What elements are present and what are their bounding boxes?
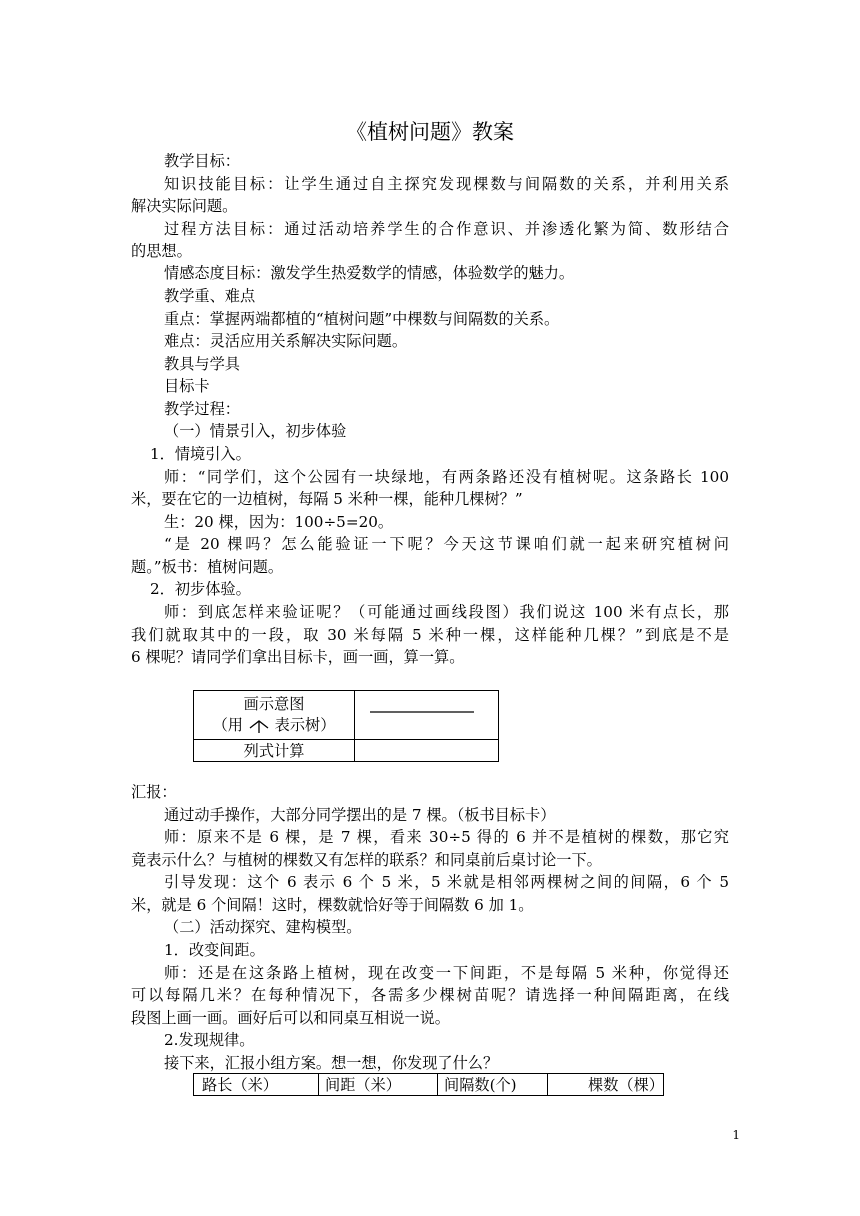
diagram-hint-post: 表示树） — [274, 716, 336, 734]
paragraph-line: 2.发现规律。 — [164, 1031, 255, 1049]
paragraph-line: 知识技能目标：让学生通过自主探究发现棵数与间隔数的关系，并利用关系 — [164, 175, 729, 193]
paragraph-line: 教学目标： — [164, 152, 240, 170]
paragraph-line: 米，要在它的一边植树，每隔 5 米种一棵，能种几棵树？” — [131, 490, 523, 508]
paragraph-line: 的思想。 — [131, 242, 192, 260]
paragraph-line: 师：到底怎样来验证呢？（可能通过画线段图）我们说这 100 米有点长，那 — [164, 603, 729, 621]
calculation-label: 列式计算 — [194, 740, 355, 762]
header-spacing: 间距（米） — [319, 1074, 438, 1096]
paragraph-line: 米，就是 6 个间隔！这时，棵数就恰好等于间隔数 6 加 1。 — [131, 896, 534, 914]
diagram-hint-pre: （用 — [212, 716, 243, 734]
section-heading: （二）活动探究、建构模型。 — [164, 918, 362, 936]
document-title: 《植树问题》教案 — [346, 120, 514, 144]
paragraph-line: 教学重、难点 — [164, 287, 256, 305]
page-number: 1 — [732, 1128, 740, 1142]
diagram-drawing-cell — [355, 691, 499, 740]
paragraph-line: 引导发现：这个 6 表示 6 个 5 米，5 米就是相邻两棵树之间的间隔，6 个 5 — [164, 873, 729, 891]
paragraph-line: 汇报： — [131, 783, 177, 801]
section-heading: （一）情景引入，初步体验 — [164, 422, 347, 440]
paragraph-line: 可以每隔几米？在每种情况下，各需多少棵树苗呢？请选择一种间隔距离，在线 — [131, 986, 729, 1004]
paragraph-line: 过程方法目标：通过活动培养学生的合作意识、并渗透化繁为简、数形结合 — [164, 220, 729, 238]
paragraph-line: 竟表示什么？与植树的棵数又有怎样的联系？和同桌前后桌讨论一下。 — [131, 851, 602, 869]
paragraph-line: 教具与学具 — [164, 355, 240, 373]
paragraph-line: 师：原来不是 6 棵，是 7 棵，看来 30÷5 得的 6 并不是植树的棵数，那它究 — [164, 828, 729, 846]
diagram-hint — [194, 715, 354, 736]
paragraph-line: “是 20 棵吗？怎么能验证一下呢？今天这节课咱们就一起来研究植树问 — [164, 535, 729, 553]
paragraph-line: 教学过程： — [164, 400, 240, 418]
paragraph-line: 段图上画一画。画好后可以和同桌互相说一说。 — [131, 1009, 450, 1027]
pattern-table — [193, 1073, 664, 1096]
paragraph-line: 师：“同学们，这个公园有一块绿地，有两条路还没有植树呢。这条路长 100 — [164, 468, 729, 486]
paragraph-line: 师：还是在这条路上植树，现在改变一下间距，不是每隔 5 米种，你觉得还 — [164, 964, 729, 982]
header-interval-count: 间隔数(个) — [438, 1074, 548, 1096]
paragraph-line: 1．情境引入。 — [150, 445, 251, 463]
line-segment — [355, 691, 498, 735]
calculation-cell — [355, 740, 499, 762]
paragraph-line: 重点：掌握两端都植的“植树问题”中棵数与间隔数的关系。 — [164, 310, 560, 328]
paragraph-line: 生：20 棵，因为：100÷5=20。 — [164, 513, 394, 531]
paragraph-line: 目标卡 — [164, 377, 210, 395]
diagram-label-cell — [194, 691, 355, 740]
paragraph-line: 解决实际问题。 — [131, 197, 238, 215]
target-card-table — [193, 690, 499, 762]
paragraph-line: 我们就取其中的一段，取 30 米每隔 5 米种一棵，这样能种几棵？”到底是不是 — [131, 626, 729, 644]
paragraph-line: 1．改变间距。 — [164, 941, 265, 959]
paragraph-line: 2．初步体验。 — [150, 580, 251, 598]
paragraph-line: 接下来，汇报小组方案。想一想，你发现了什么？ — [164, 1054, 499, 1072]
header-road-length: 路长（米） — [194, 1074, 319, 1096]
header-tree-count: 棵数（棵） — [548, 1074, 664, 1096]
paragraph-line: 难点：灵活应用关系解决实际问题。 — [164, 332, 407, 350]
paragraph-line: 6 棵呢？请同学们拿出目标卡，画一画，算一算。 — [131, 648, 465, 666]
paragraph-line: 题。”板书：植树问题。 — [131, 558, 284, 576]
tree-icon — [248, 718, 270, 734]
paragraph-line: 通过动手操作，大部分同学摆出的是 7 棵。（板书目标卡） — [164, 806, 556, 824]
diagram-label: 画示意图 — [243, 695, 305, 713]
paragraph-line: 情感态度目标：激发学生热爱数学的情感，体验数学的魅力。 — [164, 264, 575, 282]
